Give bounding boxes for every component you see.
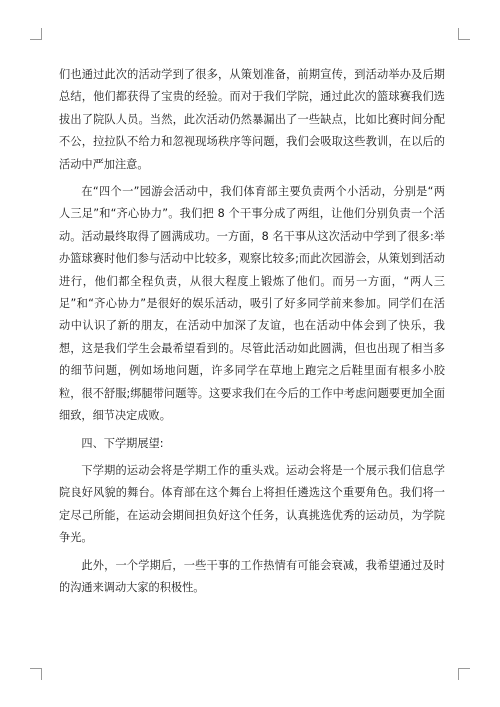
paragraph-communication: 此外，一个学期后，一些干事的工作热情有可能会衰减，我希望通过及时的沟通来调动大家的积极性。 <box>59 558 445 594</box>
corner-mark-bottom-left <box>30 668 42 680</box>
paragraph-sports-meet: 下学期的运动会将是学期工作的重头戏。运动会将是一个展示我们信息学院良好风貌的舞台。体育部在这个舞台上将担任遴选这个重要角色。我们将一定尽己所能，在运动会期间担负好这个任务，认真挑选优秀的运动员，为学院争光。 <box>59 463 445 545</box>
corner-mark-top-right <box>458 28 470 40</box>
paragraph-garden-party: 在“四个一”园游会活动中，我们体育部主要负责两个小活动，分别是“两人三足”和“齐心协力”。我们把 8 个干事分成了两组，让他们分别负责一个活动。活动最终取得了圆满成功。一方面，8 名干事从这次活动中学到了很多:举办篮球赛时他们参与活动中比较多，观察比较多;而此次园游会，从策划到活动进行，他们都全程负责，从很大程度上锻炼了他们。而另一方面，“两人三足”和“齐心协力”是很好的娱乐活动，吸引了好多同学前来参加。同学们在活动中认识了新的朋友，在活动中加深了友谊，也在活动中体会到了快乐，我想，这是我们学生会最希望看到的。尽管此活动如此圆满，但也出现了相当多的细节问题，例如场地问题，许多同学在草地上跑完之后鞋里面有根多小胶粒，很不舒服;绑腿带问题等。这要求我们在今后的工作中考虑问题要更加全面细致，细节决定成败。 <box>59 185 445 423</box>
corner-mark-top-left <box>30 28 42 40</box>
section-heading-outlook: 四、下学期展望: <box>81 436 164 450</box>
paragraph-basketball-summary: 们也通过此次的活动学到了很多，从策划准备，前期宣传，到活动举办及后期总结，他们都获得了宝贵的经验。而对于我们学院，通过此次的篮球赛我们选拔出了院队人员。当然，此次活动仍然暴漏出了一些缺点，比如比赛时间分配不公，拉拉队不给力和忽视现场秩序等问题，我们会吸取这些教训，在以后的活动中严加注意。 <box>59 68 445 171</box>
corner-mark-bottom-right <box>458 668 470 680</box>
document-body <box>59 64 445 604</box>
